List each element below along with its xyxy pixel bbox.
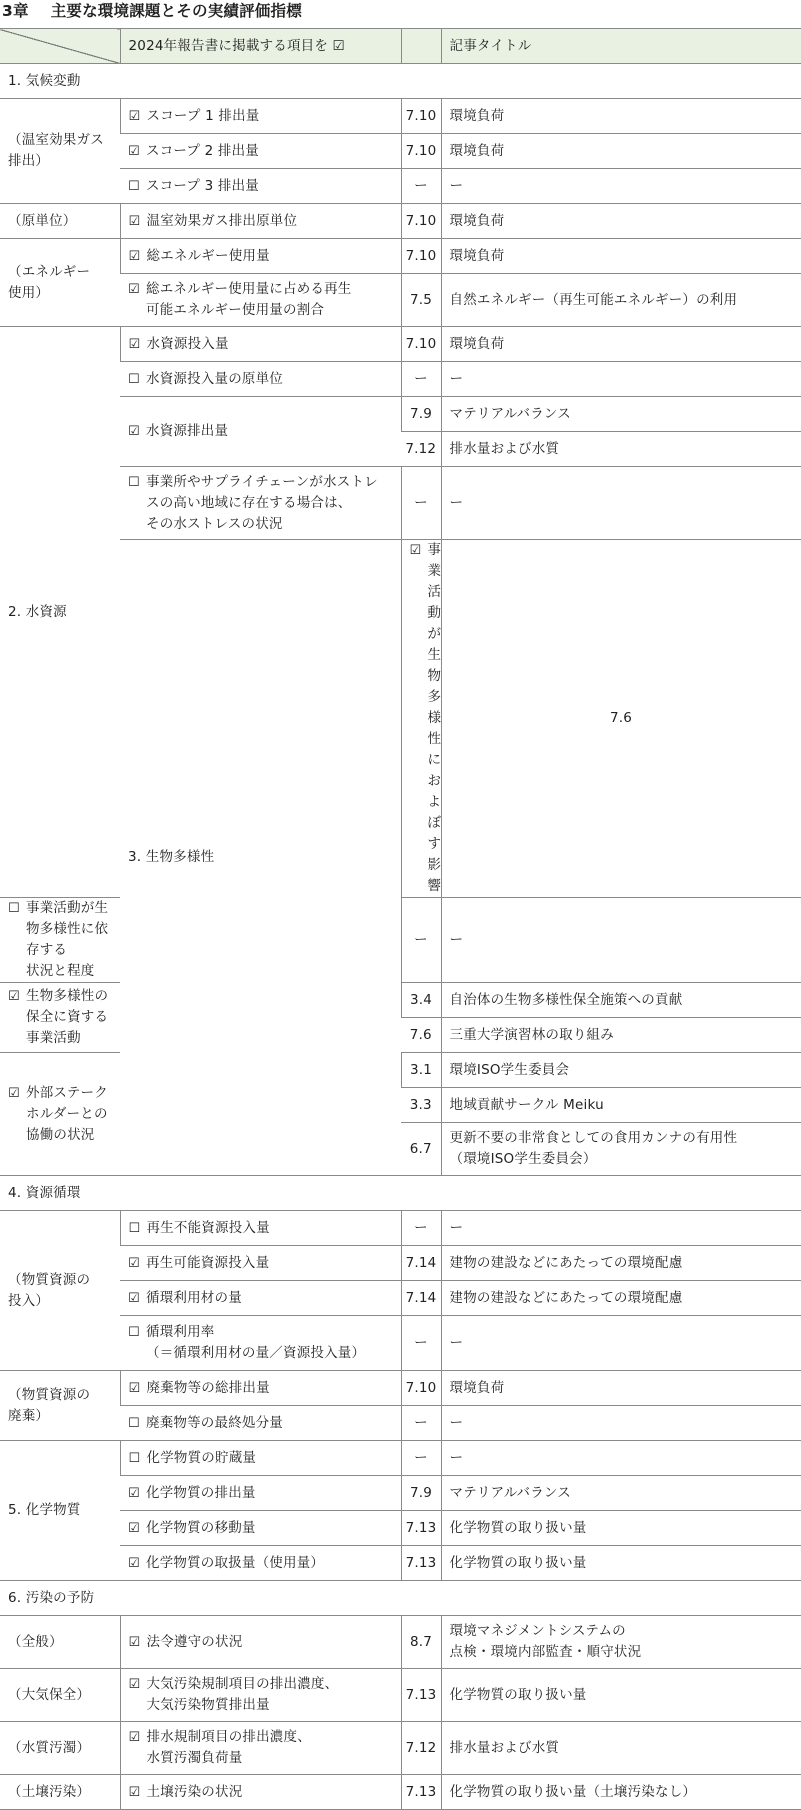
article-title: ー xyxy=(441,467,801,540)
section-heading-pollution: 6. 汚染の予防 xyxy=(0,1581,801,1616)
table-row xyxy=(0,99,801,134)
article-number: ー xyxy=(401,1441,441,1476)
article-title: 環境負荷 xyxy=(441,204,801,239)
table-row xyxy=(0,239,801,274)
article-title: 環境負荷 xyxy=(441,99,801,134)
header-article-title: 記事タイトル xyxy=(441,29,801,64)
article-title: 化学物質の取り扱い量 xyxy=(441,1511,801,1546)
item-label: 事業活動が生物多様性に依存する 状況と程度 xyxy=(26,900,109,979)
article-title: 地域貢献サークル Meiku xyxy=(441,1088,801,1123)
article-title: 環境ISO学生委員会 xyxy=(441,1053,801,1088)
article-title: 環境負荷 xyxy=(441,239,801,274)
table-row xyxy=(0,467,801,540)
article-number: 7.14 xyxy=(401,1246,441,1281)
table-header xyxy=(0,29,801,64)
chapter-number: 3章 xyxy=(2,2,29,20)
item-label: 循環利用材の量 xyxy=(146,1289,242,1306)
checked-icon: ☑ xyxy=(128,1520,140,1536)
article-number: 7.10 xyxy=(401,134,441,169)
checked-icon: ☑ xyxy=(128,108,141,124)
item-label: 排水規制項目の排出濃度、 水質汚濁負荷量 xyxy=(146,1729,311,1766)
article-title: マテリアルバランス xyxy=(441,397,801,432)
header-items: 2024年報告書に掲載する項目を ☑ xyxy=(120,29,401,64)
article-number: 3.4 xyxy=(401,983,441,1018)
article-title: ー xyxy=(441,1316,801,1371)
item-label: 事業活動が生物多様性におよぼす影響 xyxy=(427,542,442,894)
item-label: 事業所やサプライチェーンが水ストレ スの高い地域に存在する場合は、 その水ストレスの状況 xyxy=(146,473,378,532)
item-label: 化学物質の排出量 xyxy=(146,1484,256,1501)
article-title: 更新不要の非常食としての食用カンナの有用性 （環境ISO学生委員会） xyxy=(441,1123,801,1176)
category-resource-input: （物質資源の 投入） xyxy=(0,1211,120,1371)
table-row xyxy=(0,274,801,327)
article-title: 化学物質の取り扱い量 xyxy=(441,1669,801,1722)
article-number: 7.10 xyxy=(401,239,441,274)
unchecked-icon: ☐ xyxy=(128,1415,140,1431)
category-air: （大気保全） xyxy=(0,1669,120,1722)
item-label: 廃棄物等の最終処分量 xyxy=(146,1414,283,1431)
article-number: 7.13 xyxy=(401,1546,441,1581)
table-row xyxy=(0,1406,801,1441)
unchecked-icon: ☐ xyxy=(8,901,20,916)
checked-icon: ☑ xyxy=(128,282,140,297)
item-label: 総エネルギー使用量 xyxy=(146,247,270,264)
table-row xyxy=(0,1316,801,1371)
article-number: ー xyxy=(401,898,441,983)
item-label: スコープ 2 排出量 xyxy=(146,142,259,159)
article-title: 建物の建設などにあたっての環境配慮 xyxy=(441,1246,801,1281)
unchecked-icon: ☐ xyxy=(128,178,140,194)
unchecked-icon: ☐ xyxy=(128,1450,141,1466)
item-label: 外部ステークホルダーとの 協働の状況 xyxy=(26,1084,108,1143)
item-label: 生物多様性の保全に資する事業活動 xyxy=(26,988,109,1046)
article-title: 排水量および水質 xyxy=(441,432,801,467)
item-label: 水資源投入量の原単位 xyxy=(146,370,283,387)
table-row xyxy=(0,1371,801,1406)
header-corner-cell xyxy=(0,29,120,64)
category-ghg: （温室効果ガス 排出） xyxy=(0,99,120,204)
table-row xyxy=(0,1775,801,1810)
article-title: 建物の建設などにあたっての環境配慮 xyxy=(441,1281,801,1316)
section-heading-biodiversity: 3. 生物多様性 xyxy=(120,540,401,1176)
unchecked-icon: ☐ xyxy=(128,1220,141,1236)
article-number: 7.10 xyxy=(401,1371,441,1406)
article-title: ー xyxy=(441,1211,801,1246)
checked-icon: ☑ xyxy=(8,989,20,1004)
table-row xyxy=(0,362,801,397)
article-number: 3.1 xyxy=(401,1053,441,1088)
category-energy: （エネルギー 使用） xyxy=(0,239,120,327)
table-row xyxy=(0,204,801,239)
table-row xyxy=(0,397,801,432)
checked-icon: ☑ xyxy=(128,1290,140,1306)
article-number: ー xyxy=(401,362,441,397)
category-resource-waste: （物質資源の 廃棄） xyxy=(0,1371,120,1441)
article-title: 化学物質の取り扱い量（土壌汚染なし） xyxy=(441,1775,801,1810)
table-row xyxy=(0,169,801,204)
checked-icon: ☑ xyxy=(128,1255,140,1271)
article-title: 排水量および水質 xyxy=(441,1722,801,1775)
checked-icon: ☑ xyxy=(128,1730,141,1745)
article-number: 7.5 xyxy=(401,274,441,327)
table-row xyxy=(0,327,801,362)
article-title: ー xyxy=(441,362,801,397)
header-number xyxy=(401,29,441,64)
checked-icon: ☑ xyxy=(128,213,141,229)
article-title: 三重大学演習林の取り組み xyxy=(441,1018,801,1053)
article-number: 8.7 xyxy=(401,1616,441,1669)
article-number: 7.9 xyxy=(401,1476,441,1511)
article-title: ー xyxy=(441,1441,801,1476)
table-row xyxy=(0,1441,801,1476)
article-number: ー xyxy=(401,169,441,204)
article-number: ー xyxy=(401,1211,441,1246)
checked-icon: ☑ xyxy=(128,248,141,264)
checked-icon: ☑ xyxy=(128,424,140,439)
checked-icon: ☑ xyxy=(128,1634,141,1650)
article-title: 環境負荷 xyxy=(441,134,801,169)
article-title: 化学物質の取り扱い量 xyxy=(441,1546,801,1581)
article-title: 環境負荷 xyxy=(441,1371,801,1406)
checked-icon: ☑ xyxy=(128,1485,140,1501)
article-number: 7.13 xyxy=(401,1669,441,1722)
article-title: ー xyxy=(441,169,801,204)
item-label: スコープ 3 排出量 xyxy=(146,177,259,194)
article-number: 6.7 xyxy=(401,1123,441,1176)
article-title: マテリアルバランス xyxy=(441,1476,801,1511)
section-heading-resources: 4. 資源循環 xyxy=(0,1176,801,1211)
article-title: 自然エネルギー（再生可能エネルギー）の利用 xyxy=(441,274,801,327)
item-label: 廃棄物等の総排出量 xyxy=(146,1379,270,1396)
item-label: 再生不能資源投入量 xyxy=(146,1219,270,1236)
article-title: ー xyxy=(441,1406,801,1441)
article-number: 7.12 xyxy=(401,432,441,467)
item-label: 循環利用率 （＝循環利用材の量／資源投入量） xyxy=(146,1324,366,1361)
article-number: 7.6 xyxy=(401,1018,441,1053)
article-title: 環境負荷 xyxy=(441,327,801,362)
checked-icon: ☑ xyxy=(409,543,422,558)
article-number: 7.6 xyxy=(441,540,801,898)
item-label: スコープ 1 排出量 xyxy=(146,107,260,124)
section-heading-water: 2. 水資源 xyxy=(0,327,120,898)
article-number: 7.14 xyxy=(401,1281,441,1316)
unchecked-icon: ☐ xyxy=(128,474,140,490)
table-row xyxy=(0,1281,801,1316)
article-number: 7.10 xyxy=(401,204,441,239)
article-number: ー xyxy=(401,1406,441,1441)
item-label: 再生可能資源投入量 xyxy=(146,1254,270,1271)
section-heading-climate: 1. 気候変動 xyxy=(0,64,801,99)
table-row xyxy=(0,1211,801,1246)
chapter-title: 主要な環境課題とその実績評価指標 xyxy=(50,2,302,20)
article-number: 7.10 xyxy=(401,99,441,134)
indicator-table xyxy=(0,28,801,1810)
item-label: 化学物質の取扱量（使用量） xyxy=(146,1554,325,1571)
article-number: 7.13 xyxy=(401,1511,441,1546)
article-number: 7.9 xyxy=(401,397,441,432)
item-label: 温室効果ガス排出原単位 xyxy=(146,212,298,229)
article-number: 7.10 xyxy=(401,327,441,362)
category-intensity: （原単位） xyxy=(0,204,120,239)
table-row xyxy=(0,1722,801,1775)
checked-icon: ☑ xyxy=(128,1555,140,1571)
category-soil: （土壌汚染） xyxy=(0,1775,120,1810)
article-number: ー xyxy=(401,1316,441,1371)
article-number: 7.12 xyxy=(401,1722,441,1775)
table-row xyxy=(0,1669,801,1722)
item-label: 法令遵守の状況 xyxy=(146,1633,243,1650)
page-title xyxy=(0,0,801,28)
checked-icon: ☑ xyxy=(128,336,141,352)
section-heading-chemicals: 5. 化学物質 xyxy=(0,1441,120,1581)
table-row xyxy=(0,1246,801,1281)
item-label: 水資源排出量 xyxy=(146,423,229,439)
item-label: 総エネルギー使用量に占める再生 可能エネルギー使用量の割合 xyxy=(146,281,352,318)
table-row xyxy=(0,1616,801,1669)
article-number: ー xyxy=(401,467,441,540)
table-row xyxy=(0,1476,801,1511)
checked-icon: ☑ xyxy=(128,1784,141,1800)
checked-icon: ☑ xyxy=(128,1677,141,1692)
table-row xyxy=(0,1546,801,1581)
article-title: 自治体の生物多様性保全施策への貢献 xyxy=(441,983,801,1018)
unchecked-icon: ☐ xyxy=(128,371,140,387)
category-general: （全般） xyxy=(0,1616,120,1669)
table-row xyxy=(0,134,801,169)
unchecked-icon: ☐ xyxy=(128,1325,140,1340)
item-label: 水資源投入量 xyxy=(146,335,229,352)
checked-icon: ☑ xyxy=(8,1085,20,1101)
checked-icon: ☑ xyxy=(128,143,140,159)
item-label: 大気汚染規制項目の排出濃度、 大気汚染物質排出量 xyxy=(146,1676,339,1713)
item-label: 化学物質の貯蔵量 xyxy=(146,1449,257,1466)
article-title: 環境マネジメントシステムの 点検・環境内部監査・順守状況 xyxy=(441,1616,801,1669)
article-number: 7.13 xyxy=(401,1775,441,1810)
article-title: ー xyxy=(441,898,801,983)
item-label: 化学物質の移動量 xyxy=(146,1519,256,1536)
checked-icon: ☑ xyxy=(128,1380,141,1396)
item-label: 土壌汚染の状況 xyxy=(146,1783,243,1800)
category-water-pollution: （水質汚濁） xyxy=(0,1722,120,1775)
table-row xyxy=(0,1511,801,1546)
article-number: 3.3 xyxy=(401,1088,441,1123)
table-row xyxy=(0,540,801,898)
